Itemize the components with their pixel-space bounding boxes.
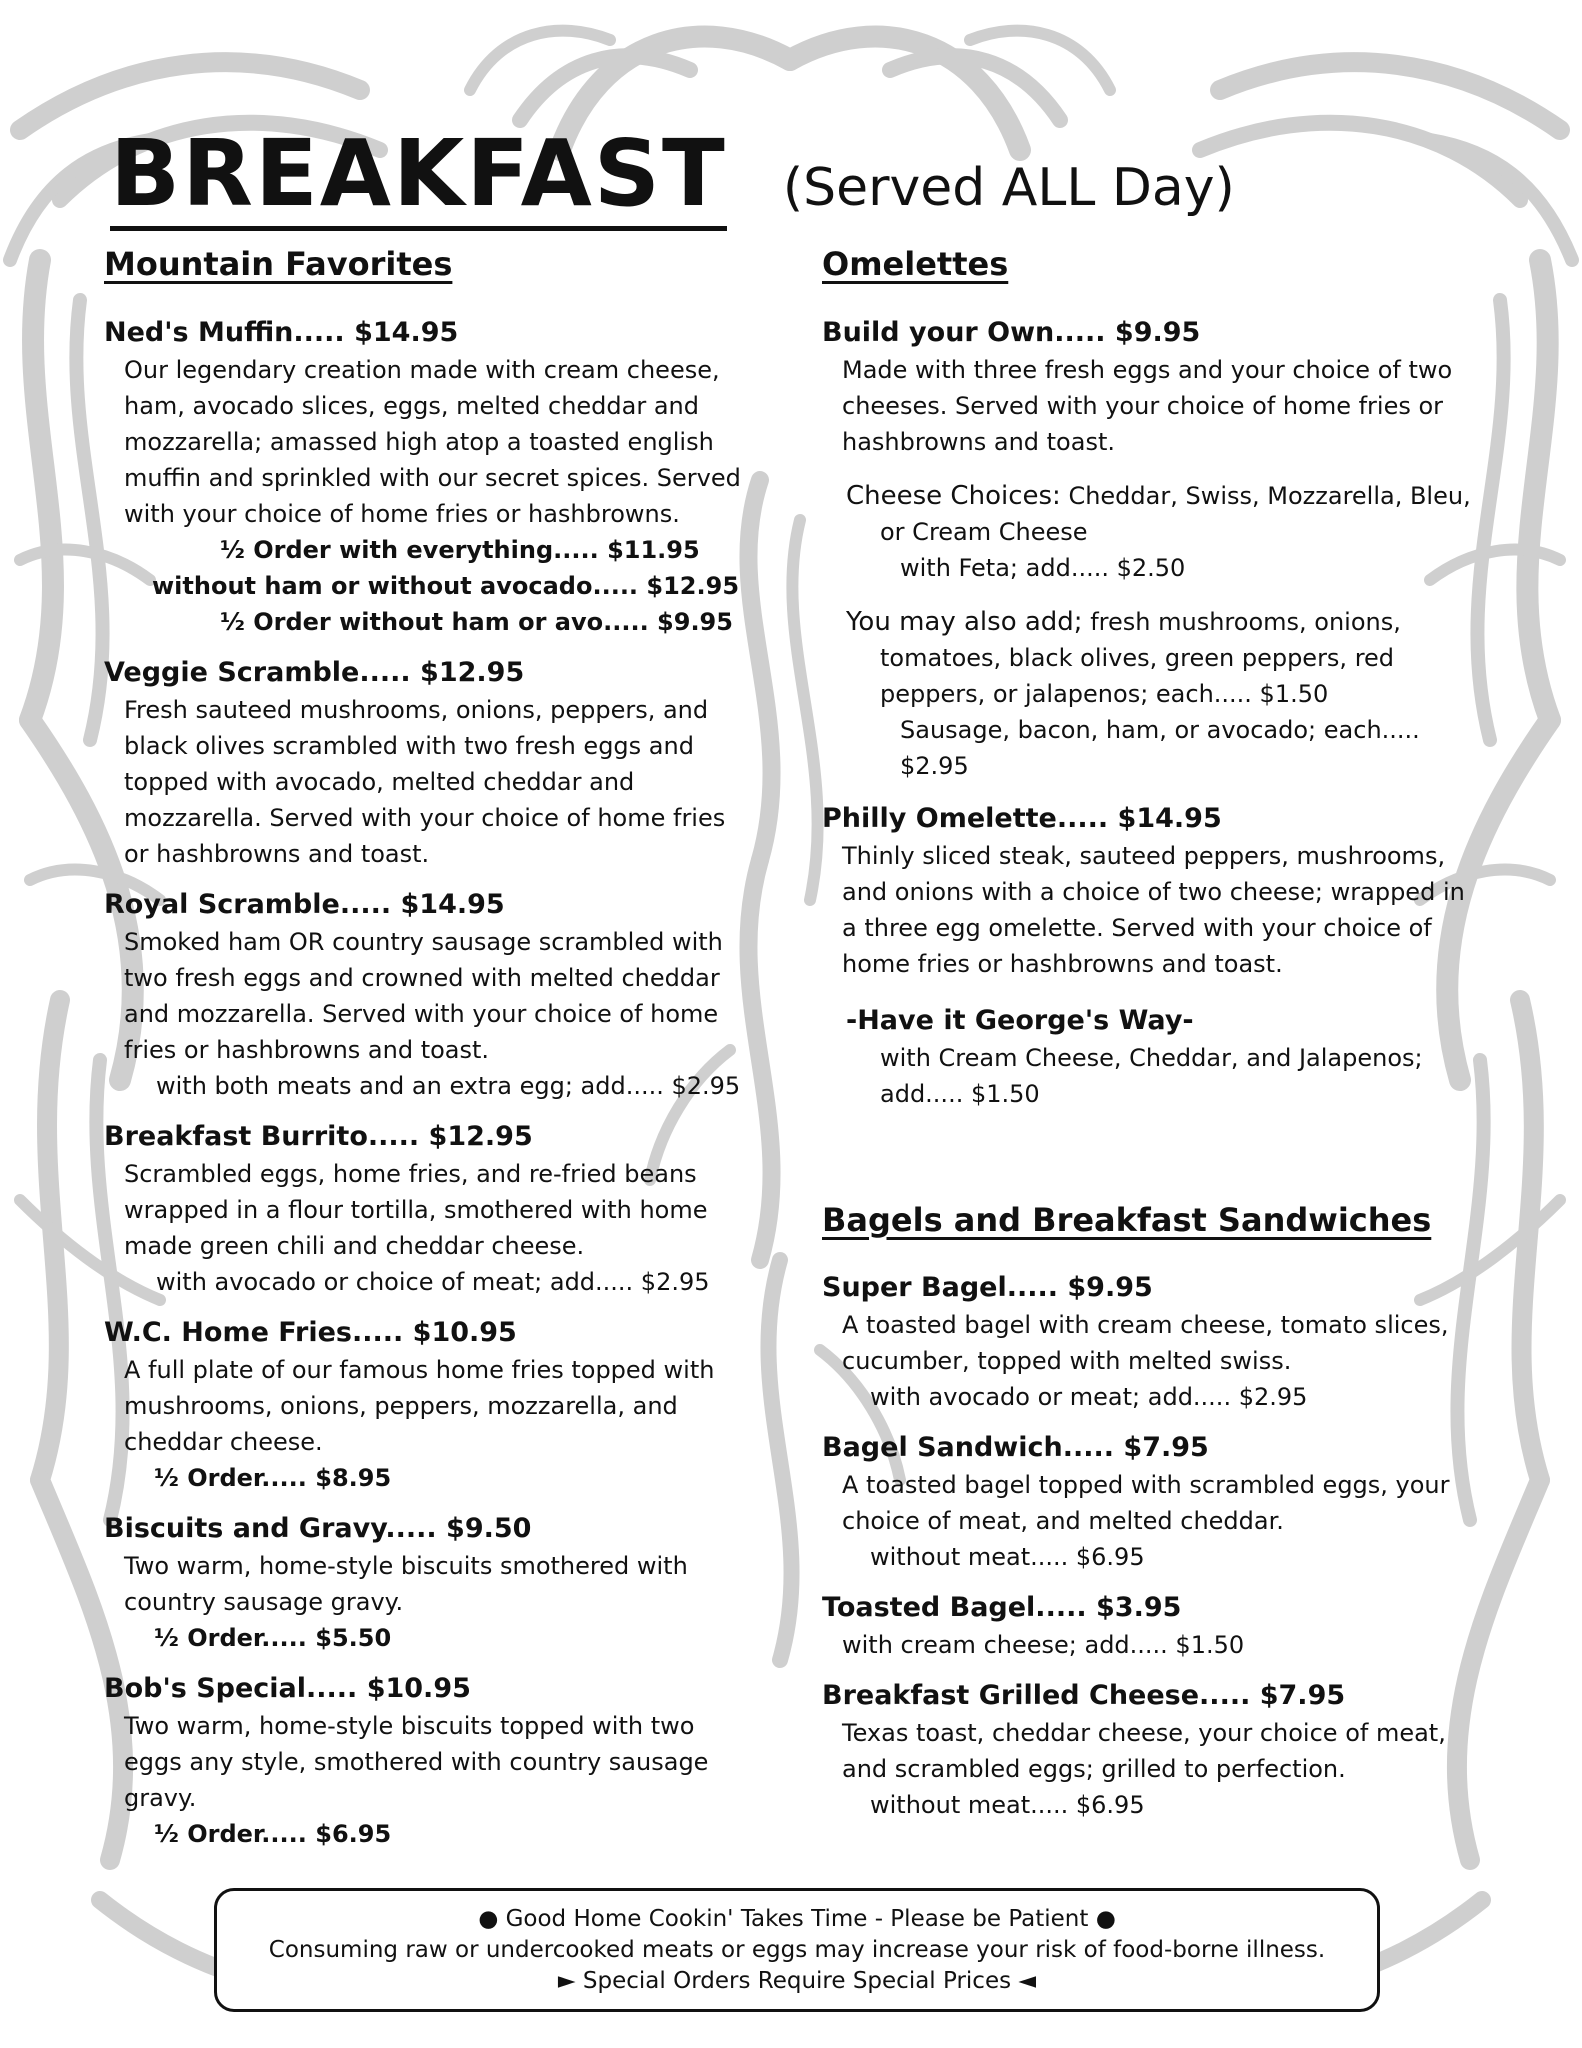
description-line: muffin and sprinkled with our secret spices. Served [124, 463, 741, 492]
description-line: home fries or hashbrowns and toast. [842, 949, 1283, 978]
menu-item-half-order: ½ Order..... $5.50 [154, 1623, 392, 1652]
menu-item-neds-muffin [104, 314, 764, 640]
menu-item-description [842, 1307, 1482, 1379]
menu-item-biscuits-and-gravy [104, 1510, 764, 1656]
feta-addon: with Feta; add..... $2.50 [900, 553, 1186, 582]
menu-item-addon: without meat..... $6.95 [870, 1543, 1145, 1572]
menu-item-title: Ned's Muffin..... $14.95 [104, 316, 459, 348]
description-line: with your choice of home fries or hashbrowns. [124, 499, 680, 528]
addons-meat-line: Sausage, bacon, ham, or avocado; each..... $2.95 [900, 715, 1420, 780]
description-line: ham, avocado slices, eggs, melted cheddar and [124, 391, 700, 420]
description-line: Texas toast, cheddar cheese, your choice of meat, [842, 1719, 1446, 1748]
description-line: and onions with a choice of two cheese; wrapped in [842, 877, 1465, 906]
description-line: made green chili and cheddar cheese. [124, 1231, 585, 1260]
description-line: two fresh eggs and crowned with melted cheddar [124, 963, 720, 992]
menu-item-breakfast-grilled-cheese [822, 1677, 1482, 1823]
description-line: black olives scrambled with two fresh eggs and [124, 731, 694, 760]
menu-item-philly-omelette [822, 800, 1482, 982]
addons-line: peppers, or jalapenos; each..... $1.50 [880, 679, 1329, 708]
page-title: BREAKFAST [110, 128, 727, 231]
menu-item-title: Bagel Sandwich..... $7.95 [822, 1432, 1209, 1464]
description-line: choice of meat, and melted cheddar. [842, 1507, 1284, 1536]
menu-item-super-bagel [822, 1269, 1482, 1415]
description-line: Thinly sliced steak, sauteed peppers, mushrooms, [842, 841, 1446, 870]
menu-item-description [124, 924, 764, 1068]
description-line: a three egg omelette. Served with your choice of [842, 913, 1432, 942]
menu-item-title: Veggie Scramble..... $12.95 [104, 656, 525, 688]
description-line: A toasted bagel topped with scrambled eggs, your [842, 1471, 1450, 1500]
georges-way [846, 1002, 1482, 1112]
menu-item-bobs-special [104, 1670, 764, 1852]
menu-item-toasted-bagel [822, 1589, 1482, 1663]
description-line: A toasted bagel with cream cheese, tomato slices, [842, 1311, 1449, 1340]
menu-item-addon: with avocado or choice of meat; add..... $2.95 [156, 1267, 710, 1296]
menu-item-title: Royal Scramble..... $14.95 [104, 888, 505, 920]
description-line: Fresh sauteed mushrooms, onions, peppers, and [124, 695, 709, 724]
section-heading-omelettes: Omelettes [822, 245, 1009, 283]
description-line: wrapped in a flour tortilla, smothered with home [124, 1195, 708, 1224]
notice-food-safety: Consuming raw or undercooked meats or eggs may increase your risk of food-borne illness. [268, 1936, 1326, 1963]
menu-item-description [124, 352, 764, 532]
cheese-choices [846, 478, 1482, 586]
menu-item-description [842, 1627, 1482, 1663]
menu-item-addon: without meat..... $6.95 [870, 1791, 1145, 1820]
cheese-choices-label: Cheese Choices: [846, 480, 1061, 511]
menu-item-description [842, 352, 1482, 460]
section-heading-bagels: Bagels and Breakfast Sandwiches [822, 1200, 1432, 1239]
description-line: mushrooms, onions, peppers, mozzarella, and [124, 1391, 678, 1420]
description-line: with cream cheese; add..... $1.50 [842, 1631, 1245, 1660]
menu-item-royal-scramble [104, 886, 764, 1104]
option-without-ham: without ham or without avocado..... $12.95 [152, 571, 740, 600]
menu-item-title: Biscuits and Gravy..... $9.50 [104, 1512, 532, 1544]
notice-patience: ● Good Home Cookin' Takes Time - Please be Patient ● [478, 1905, 1116, 1932]
description-line: topped with avocado, melted cheddar and [124, 767, 635, 796]
cheese-choices-continued: or Cream Cheese [880, 517, 1088, 546]
menu-item-description [842, 1715, 1482, 1787]
menu-header [110, 120, 1235, 231]
option-half-order: ½ Order with everything..... $11.95 [220, 535, 700, 564]
description-line: or hashbrowns and toast. [124, 839, 430, 868]
menu-item-title: Bob's Special..... $10.95 [104, 1672, 471, 1704]
menu-item-description [124, 1156, 764, 1264]
option-half-order-without: ½ Order without ham or avo..... $9.95 [220, 607, 733, 636]
description-line: fries or hashbrowns and toast. [124, 1035, 490, 1064]
mountain-favorites-section [104, 244, 764, 1866]
description-line: hashbrowns and toast. [842, 427, 1115, 456]
menu-item-description [124, 692, 764, 872]
menu-item-half-order: ½ Order..... $8.95 [154, 1463, 392, 1492]
description-line: Made with three fresh eggs and your choice of two [842, 355, 1453, 384]
description-line: cheeses. Served with your choice of home fries or [842, 391, 1444, 420]
description-line: eggs any style, smothered with country sausage [124, 1747, 709, 1776]
description-line: Two warm, home-style biscuits smothered with [124, 1551, 688, 1580]
description-line: Our legendary creation made with cream cheese, [124, 355, 720, 384]
menu-item-title: Build your Own..... $9.95 [822, 316, 1201, 348]
menu-item-title: Breakfast Grilled Cheese..... $7.95 [822, 1680, 1346, 1712]
description-line: mozzarella; amassed high atop a toasted english [124, 427, 714, 456]
description-line: A full plate of our famous home fries topped with [124, 1355, 715, 1384]
addons-label: You may also add; [846, 606, 1083, 637]
description-line: Smoked ham OR country sausage scrambled with [124, 927, 723, 956]
page-subtitle: (Served ALL Day) [782, 158, 1235, 218]
addons-line: tomatoes, black olives, green peppers, red [880, 643, 1395, 672]
menu-item-description [842, 838, 1482, 982]
menu-item-addon: with both meats and an extra egg; add..... $2.95 [156, 1071, 741, 1100]
menu-item-addon: with avocado or meat; add..... $2.95 [870, 1383, 1308, 1412]
menu-item-half-order: ½ Order..... $6.95 [154, 1819, 392, 1848]
omelette-addons [846, 604, 1482, 784]
menu-item-bagel-sandwich [822, 1429, 1482, 1575]
menu-item-description [842, 1467, 1482, 1539]
georges-way-title: -Have it George's Way- [846, 1004, 1194, 1036]
menu-item-title: Super Bagel..... $9.95 [822, 1272, 1153, 1304]
description-line: Two warm, home-style biscuits topped with two [124, 1711, 695, 1740]
cheese-choices-list: Cheddar, Swiss, Mozzarella, Bleu, [1068, 481, 1471, 510]
section-heading-mountain-favorites: Mountain Favorites [104, 245, 453, 283]
menu-item-veggie-scramble [104, 654, 764, 872]
menu-item-title: Philly Omelette..... $14.95 [822, 802, 1222, 834]
menu-item-description [124, 1548, 764, 1620]
menu-item-description [124, 1708, 764, 1816]
notice-special-orders: ► Special Orders Require Special Prices ◄ [557, 1967, 1037, 1994]
georges-way-line: add..... $1.50 [880, 1079, 1040, 1108]
georges-way-line: with Cream Cheese, Cheddar, and Jalapenos; [880, 1043, 1423, 1072]
right-column [822, 244, 1482, 1837]
description-line: cheddar cheese. [124, 1427, 323, 1456]
description-line: cucumber, topped with melted swiss. [842, 1347, 1292, 1376]
menu-item-title: Breakfast Burrito..... $12.95 [104, 1120, 533, 1152]
description-line: and mozzarella. Served with your choice of home [124, 999, 719, 1028]
menu-item-wc-home-fries [104, 1314, 764, 1496]
menu-item-build-your-own [822, 314, 1482, 460]
menu-item-description [124, 1352, 764, 1460]
menu-item-title: Toasted Bagel..... $3.95 [822, 1592, 1182, 1624]
description-line: country sausage gravy. [124, 1587, 404, 1616]
addons-line: fresh mushrooms, onions, [1090, 607, 1401, 636]
description-line: mozzarella. Served with your choice of home fries [124, 803, 726, 832]
description-line: Scrambled eggs, home fries, and re-fried beans [124, 1159, 697, 1188]
footer-notice-box [214, 1888, 1380, 2012]
description-line: gravy. [124, 1783, 197, 1812]
description-line: and scrambled eggs; grilled to perfection. [842, 1755, 1346, 1784]
menu-item-title: W.C. Home Fries..... $10.95 [104, 1316, 517, 1348]
menu-item-breakfast-burrito [104, 1118, 764, 1300]
